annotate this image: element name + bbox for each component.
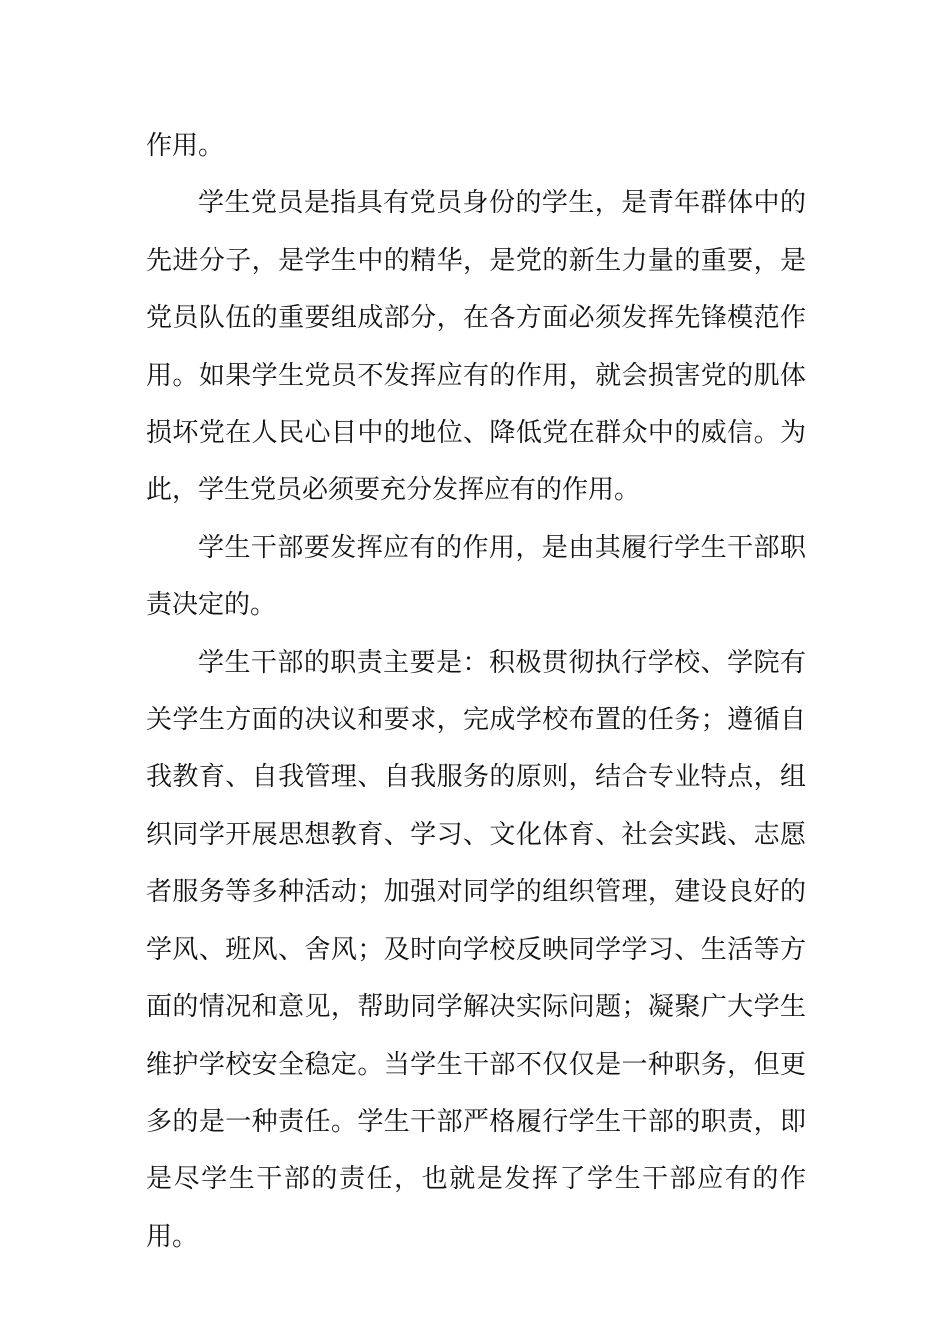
paragraph-student-cadres-duties: 学生干部的职责主要是：积极贯彻执行学校、学院有关学生方面的决议和要求，完成学校布置的任务；遵循自我教育、自我管理、自我服务的原则，结合专业特点，组织同学开展思想教育、学习、文化体育、社会实践、志愿者服务等多种活动；加强对同学的组织管理，建设良好的学风、班风、舍风；及时向学校反映同学学习、生活等方面的情况和意见，帮助同学解决实际问题；凝聚广大学生维护学校安全稳定。当学生干部不仅仅是一种职务，但更多的是一种责任。学生干部严格履行学生干部的职责，即是尽学生干部的责任，也就是发挥了学生干部应有的作用。 bbox=[146, 647, 806, 1252]
document-body bbox=[146, 118, 806, 1266]
paragraph-student-cadres-role: 学生干部要发挥应有的作用，是由其履行学生干部职责决定的。 bbox=[146, 532, 806, 621]
paragraph-continuation: 作用。 bbox=[146, 131, 225, 161]
paragraph-student-party-members: 学生党员是指具有党员身份的学生，是青年群体中的先进分子，是学生中的精华，是党的新生力量的重要，是党员队伍的重要组成部分，在各方面必须发挥先锋模范作用。如果学生党员不发挥应有的作用，就会损害党的肌体损坏党在人民心目中的地位、降低党在群众中的威信。为此，学生党员必须要充分发挥应有的作用。 bbox=[146, 188, 806, 506]
